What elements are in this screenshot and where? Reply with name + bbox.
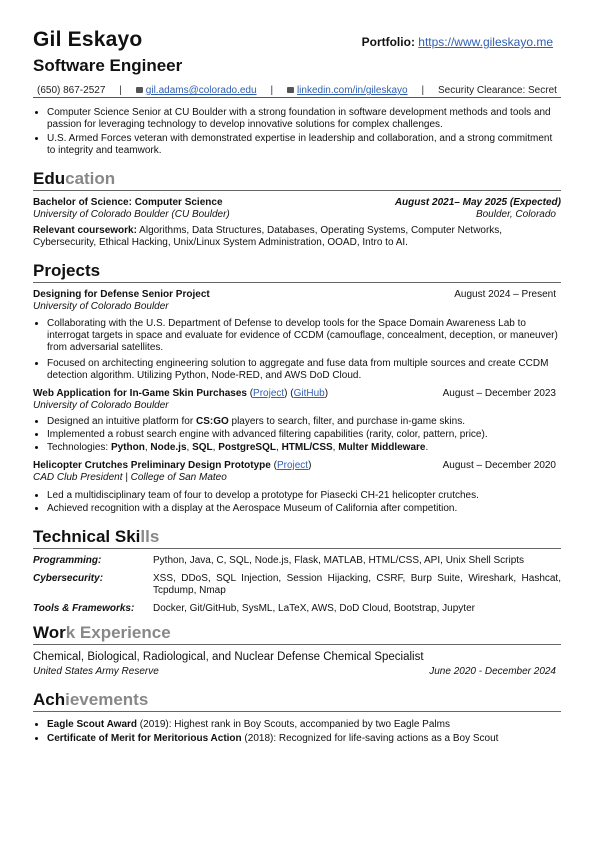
heading-text: Technical Ski xyxy=(33,527,141,546)
bullet-text: players to search, filter, and purchase in-game skins. xyxy=(228,416,465,427)
summary-item: • U.S. Armed Forces veteran with demonstrated expertise in leadership and collaboration, and a strong commitment to integrity and teamwork. xyxy=(47,132,561,157)
skill-label: Tools & Frameworks: xyxy=(33,603,135,614)
project-bullets xyxy=(33,317,561,382)
tech-item: Python xyxy=(110,442,145,453)
summary-item: • Computer Science Senior at CU Boulder with a strong foundation in software development methods and tools and passion for leveraging technology to develop innovative solutions for complex challenges. xyxy=(47,106,561,131)
project-bullet: • Implemented a robust search engine with advanced filtering capabilities (rarity, color, pattern, price). xyxy=(47,428,561,441)
portfolio-link[interactable]: https://www.gileskayo.me xyxy=(418,35,553,49)
tech-label: Technologies: xyxy=(47,442,111,453)
heading-text-faded: cation xyxy=(65,169,116,188)
project-bullets xyxy=(33,415,561,454)
linkedin-link[interactable]: linkedin.com/in/gileskayo xyxy=(296,85,408,96)
achievements-list xyxy=(33,718,561,745)
project-entry xyxy=(33,388,561,454)
project-bullet: • Technologies: Python, Node.js, SQL, PostgreSQL, HTML/CSS, Multer Middleware. xyxy=(47,441,561,454)
education-heading xyxy=(33,169,561,191)
skill-row xyxy=(33,555,561,567)
achievement-detail: (2019): Highest rank in Boy Scouts, accompanied by two Eagle Palms xyxy=(137,719,450,730)
work-meta xyxy=(33,666,561,678)
bullet-bold: CS:GO xyxy=(195,416,229,427)
achievement-item xyxy=(47,732,561,745)
tech-item: Multer Middleware xyxy=(338,442,426,453)
job-title: Software Engineer xyxy=(33,56,183,75)
project-bullet xyxy=(47,415,561,428)
education-entry xyxy=(33,197,561,249)
project-dates: August – December 2020 xyxy=(442,460,556,471)
project-title-line: Web Application for In-Game Skin Purchases (Project) (GitHub) xyxy=(33,388,329,399)
portfolio-label: Portfolio xyxy=(361,35,411,49)
achievements-section xyxy=(33,718,561,745)
project-name: Designing for Defense Senior Project xyxy=(33,289,210,300)
achievement-title: Eagle Scout Award xyxy=(47,719,138,730)
envelope-icon xyxy=(136,87,143,93)
achievement-detail: (2018): Recognized for life-saving actions as a Boy Scout xyxy=(241,733,499,744)
summary-list xyxy=(33,106,561,157)
bullet-text: Designed an intuitive platform for xyxy=(47,416,196,427)
separator: | xyxy=(119,85,122,96)
project-entry xyxy=(33,460,561,515)
project-bullet: • Collaborating with the U.S. Department of Defense to develop tools for the Space Domain Awareness Lab to interrogat targets in space and evaluate for evidence of CCDM (camouflage, concealment, deception, or maneuver) from adversarial satellites. xyxy=(47,317,561,354)
heading-text-faded: lls xyxy=(140,527,160,546)
project-org: University of Colorado Boulder xyxy=(33,301,169,312)
email-item xyxy=(136,85,257,96)
project-bullet: • Achieved recognition with a display at the Aerospace Museum of California after competition. xyxy=(47,502,561,515)
heading-text: Ach xyxy=(33,690,66,709)
heading-text-faded: ievements xyxy=(65,690,149,709)
work-dates: June 2020 - December 2024 xyxy=(429,666,556,677)
project-name: Web Application for In-Game Skin Purchases xyxy=(33,388,247,399)
achievements-heading xyxy=(33,690,561,712)
project-link[interactable]: Project xyxy=(276,460,309,471)
school-location: Boulder, Colorado xyxy=(475,209,556,220)
project-entry xyxy=(33,289,561,382)
projects-heading: Projects xyxy=(33,261,561,283)
work-org: United States Army Reserve xyxy=(33,666,159,677)
coursework-list: Algorithms, Data Structures, Databases, Operating Systems, Computer Networks, Cybersecurity, Ethical Hacking, Unix/Linux System Administration, OOAD, Intro to AI. xyxy=(33,225,503,248)
skill-value: Python, Java, C, SQL, Node.js, Flask, MATLAB, HTML/CSS, API, Unix Shell Scripts xyxy=(153,555,525,566)
project-bullets xyxy=(33,489,561,515)
achievement-item xyxy=(47,718,561,731)
project-name: Helicopter Crutches Preliminary Design Prototype xyxy=(33,460,271,471)
heading-text: Edu xyxy=(33,169,66,188)
linkedin-icon xyxy=(287,87,294,93)
project-org: University of Colorado Boulder xyxy=(33,400,169,411)
skills-table xyxy=(33,555,561,615)
work-role: Chemical, Biological, Radiological, and Nuclear Defense Chemical Specialist xyxy=(33,651,424,663)
skill-value: Docker, Git/GitHub, SysML, LaTeX, AWS, DoD Cloud, Bootstrap, Jupyter xyxy=(153,603,475,614)
portfolio xyxy=(362,35,561,49)
contact-bar xyxy=(33,85,561,98)
header xyxy=(33,28,561,52)
tech-item: Node.js xyxy=(150,442,187,453)
security-clearance: Security Clearance: Secret xyxy=(437,85,557,96)
project-org: CAD Club President | College of San Mateo xyxy=(33,472,227,483)
tech-item: PostgreSQL xyxy=(218,442,276,453)
skill-label: Programming: xyxy=(33,555,102,566)
project-link[interactable]: Project xyxy=(253,388,285,399)
coursework xyxy=(33,225,561,249)
separator: | xyxy=(421,85,425,96)
candidate-name: Gil Eskayo xyxy=(33,28,143,51)
tech-item: HTML/CSS xyxy=(281,442,333,453)
project-dates: August – December 2023 xyxy=(442,388,556,399)
degree: Bachelor of Science: Computer Science xyxy=(33,197,223,208)
skill-value: XSS, DDoS, SQL Injection, Session Hijacking, CSRF, Burp Suite, Wireshark, Hashcat, Tcpdump, Nmap xyxy=(153,573,561,596)
portfolio-separator: : xyxy=(410,35,419,49)
tech-item: SQL xyxy=(192,442,213,453)
coursework-label: Relevant coursework: xyxy=(33,225,137,236)
project-bullet: • Led a multidisciplinary team of four to develop a prototype for Piasecki CH-21 helicopter crutches. xyxy=(47,489,561,502)
separator: | xyxy=(270,85,274,96)
work-heading xyxy=(33,623,561,645)
school: University of Colorado Boulder (CU Boulder) xyxy=(33,209,230,220)
skill-row xyxy=(33,603,561,615)
phone: (650) 867-2527 xyxy=(37,85,106,96)
achievement-title: Certificate of Merit for Meritorious Action xyxy=(47,733,242,744)
education-dates: August 2021– May 2025 (Expected) xyxy=(394,197,561,208)
skills-heading xyxy=(33,527,561,549)
email-link[interactable]: gil.adams@colorado.edu xyxy=(145,85,257,96)
skill-label: Cybersecurity: xyxy=(33,573,104,584)
project-title-line: Helicopter Crutches Preliminary Design Prototype (Project) xyxy=(33,460,312,471)
project-dates: August 2024 – Present xyxy=(454,289,556,300)
github-link[interactable]: GitHub xyxy=(293,388,325,399)
project-bullet: • Focused on architecting engineering solution to aggregate and fuse data from multiple sources and create CCDM detection algorithm. Utilizing Python, Node-RED, and AWS DoD Cloud. xyxy=(47,357,561,382)
linkedin-item xyxy=(287,85,408,96)
heading-text-faded: k Experience xyxy=(65,623,171,642)
skill-row xyxy=(33,573,561,597)
heading-text: Wor xyxy=(33,623,66,642)
